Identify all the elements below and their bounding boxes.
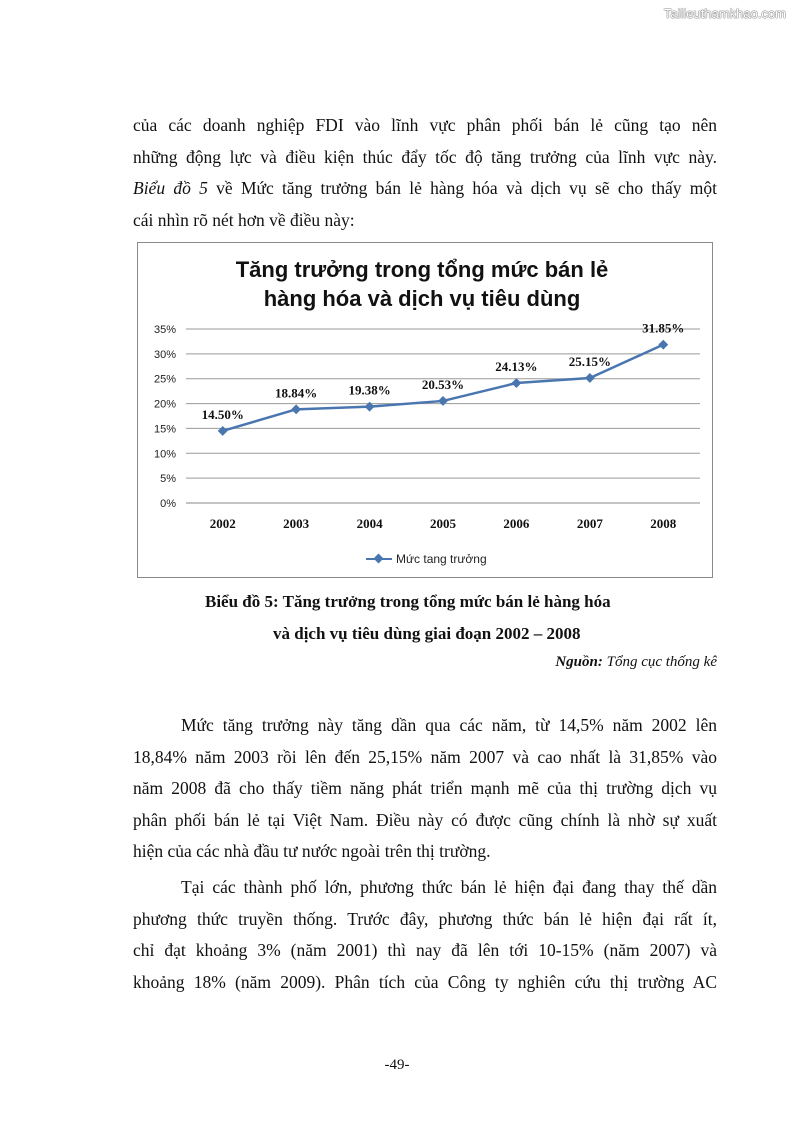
x-tick-label: 2008 [650, 516, 677, 531]
y-tick-label: 20% [153, 398, 176, 411]
x-tick-label: 2002 [209, 516, 236, 531]
text-line: hiện của các nhà đầu tư nước ngoài trên thị trường. [133, 841, 491, 861]
text-line: năm 2008 đã cho thấy tiềm năng phát triển mạnh mẽ của thị trường dịch vụ [133, 778, 717, 798]
y-tick-label: 0% [160, 498, 176, 510]
text-line: Tại các thành phố lớn, phương thức bán lẻ hiện đại đang thay thế dần [181, 877, 717, 897]
text-line: khoảng 18% (năm 2009). Phân tích của Công ty nghiên cứu thị trường AC [133, 971, 717, 992]
data-label: 25.15% [568, 353, 611, 369]
y-tick-label: 15% [153, 423, 176, 436]
y-tick-label: 35% [153, 324, 176, 336]
chart-container [137, 242, 713, 578]
data-point [291, 404, 301, 414]
text-line: phương thức truyền thống. Trước đây, phương thức bán lẻ hiện đại rất ít, [133, 908, 717, 929]
line-chart [138, 243, 714, 579]
data-point [438, 396, 448, 406]
source-label: Nguồn: [555, 654, 603, 670]
figure-caption-line1: Biểu đồ 5: Tăng trưởng trong tổng mức bán lẻ hàng hóa [205, 592, 611, 611]
retail-paragraph [133, 872, 717, 998]
x-tick-label: 2005 [430, 516, 456, 531]
data-point [511, 378, 521, 388]
figure-reference: Biểu đồ 5 [133, 178, 208, 198]
source-note [555, 654, 717, 671]
data-label: 19.38% [348, 382, 391, 398]
text-line: Mức tăng trưởng này tăng dần qua các năm, từ 14,5% năm 2002 lên [181, 715, 717, 735]
y-tick-label: 30% [153, 348, 176, 361]
page-number: -49- [384, 1057, 410, 1073]
data-label: 24.13% [495, 359, 538, 375]
text-line: những động lực và điều kiện thúc đẩy tốc độ tăng trưởng của lĩnh vực này. [133, 146, 717, 167]
data-label: 31.85% [642, 320, 685, 336]
text-fragment: về Mức tăng trưởng bán lẻ hàng hóa và dịch vụ sẽ cho thấy một [207, 178, 717, 198]
legend-marker-icon [374, 554, 384, 564]
legend [366, 552, 487, 566]
intro-paragraph [133, 110, 717, 236]
analysis-paragraph [133, 710, 717, 868]
text-line: phân phối bán lẻ tại Việt Nam. Điều này có được cũng chính là nhờ sự xuất [133, 809, 717, 830]
x-tick-label: 2006 [503, 516, 530, 531]
data-label: 18.84% [275, 385, 318, 401]
data-point [218, 426, 228, 436]
chart-title-line2: hàng hóa và dịch vụ tiêu dùng [263, 286, 581, 311]
y-tick-label: 5% [160, 473, 176, 486]
text-line [133, 173, 717, 205]
y-tick-label: 10% [153, 448, 176, 461]
data-point [658, 340, 668, 350]
data-label: 20.53% [421, 376, 465, 392]
legend-label: Mức tang trưởng [396, 552, 487, 566]
text-line: cái nhìn rõ nét hơn về điều này: [133, 209, 355, 230]
chart-title-line1: Tăng trưởng trong tổng mức bán lẻ [235, 257, 609, 282]
watermark: Tailieuthamkhao.com [663, 6, 786, 21]
source-text: Tổng cục thống kê [602, 654, 717, 670]
text-line: 18,84% năm 2003 rồi lên đến 25,15% năm 2007 và cao nhất là 31,85% vào [133, 746, 717, 767]
x-tick-label: 2004 [356, 516, 383, 531]
text-line: chỉ đạt khoảng 3% (năm 2001) thì nay đã lên tới 10-15% (năm 2007) và [133, 940, 717, 960]
figure-caption-line2: và dịch vụ tiêu dùng giai đoạn 2002 – 2008 [273, 624, 581, 643]
y-tick-label: 25% [153, 373, 176, 386]
x-tick-label: 2007 [576, 516, 603, 531]
x-tick-label: 2003 [283, 516, 310, 531]
text-line: của các doanh nghiệp FDI vào lĩnh vực phân phối bán lẻ cũng tạo nên [133, 115, 717, 135]
data-label: 14.50% [201, 406, 244, 422]
data-point [585, 373, 595, 383]
